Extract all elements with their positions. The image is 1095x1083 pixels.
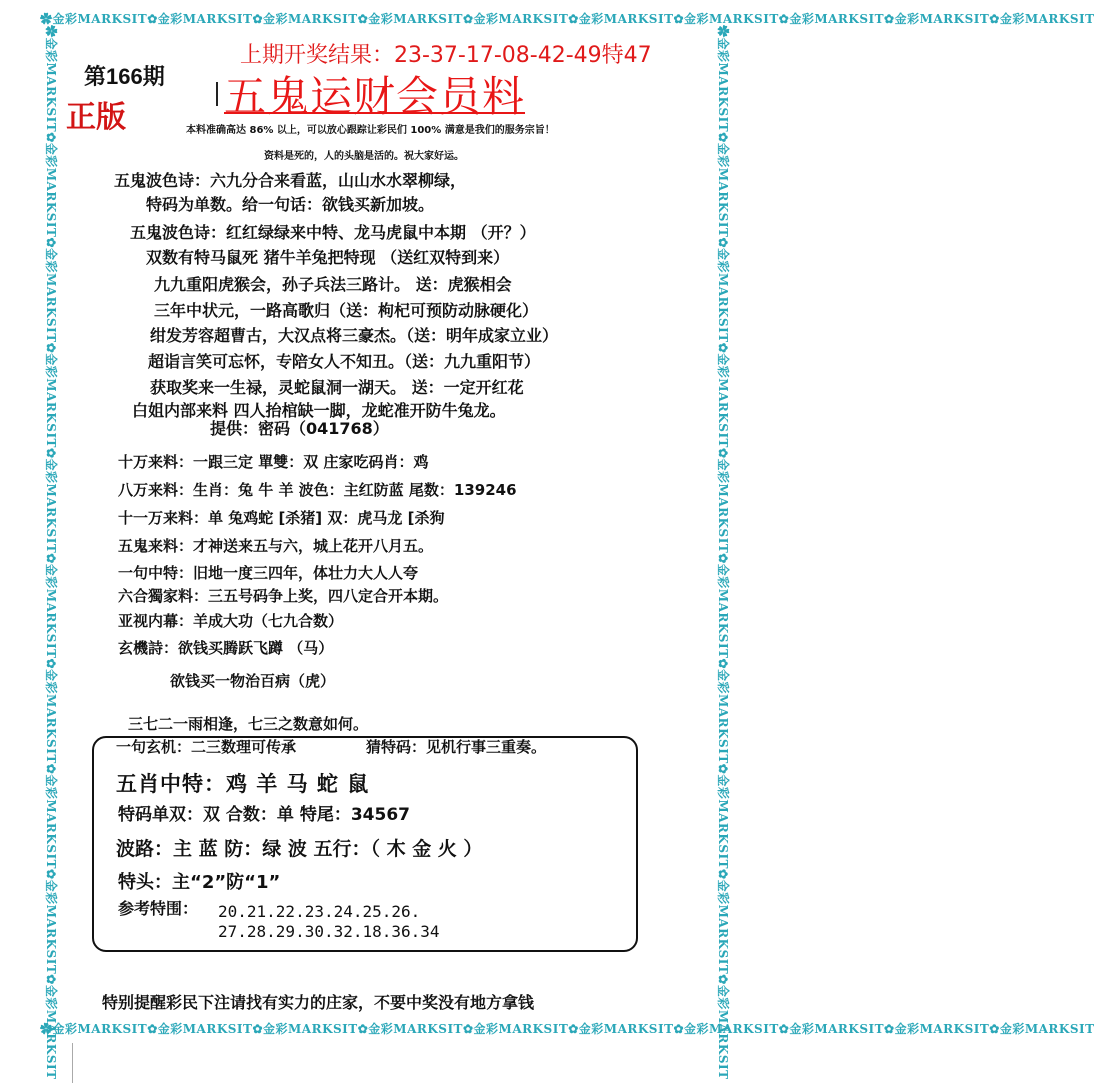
reference-label: 参考特围： bbox=[118, 899, 199, 918]
edition-label: 正版 bbox=[66, 100, 126, 135]
poem-line: 绀发芳容超曹古，大汉点将三豪杰。（送：明年成家立业） bbox=[150, 326, 559, 345]
tip-line: 八万来料：生肖：兔 牛 羊 波色：主红防蓝 尾数：139246 bbox=[118, 481, 517, 499]
watermark-right: ✿金彩MARKSIT✿金彩MARKSIT✿金彩MARKSIT✿金彩MARKSIT✿金彩MARKSIT✿金彩MARKSIT✿金彩MARKSIT✿金彩MARKSIT✿金彩MARKSIT✿金彩MARKSIT bbox=[716, 25, 730, 1080]
tip-line: 十一万来料：单 兔鸡蛇 [杀猪] 双：虎马龙 [杀狗 bbox=[118, 509, 445, 527]
title-bar bbox=[216, 82, 218, 106]
poem-line: 三年中状元，一路高歌归（送：枸杞可预防动脉硬化） bbox=[154, 301, 539, 320]
guess-line: 猜特码：见机行事三重奏。 bbox=[366, 738, 547, 756]
reference-row: 20.21.22.23.24.25.26. bbox=[218, 902, 421, 921]
tip-line: 欲钱买一物治百病（虎） bbox=[170, 672, 336, 690]
tip-line: 玄機詩：欲钱买腾跃飞蹲 （马） bbox=[118, 639, 334, 657]
issue-number: 第166期 bbox=[84, 64, 165, 89]
password-line: 提供：密码（041768） bbox=[210, 419, 389, 438]
tip-line: 一句中特：旧地一度三四年，体壮力大人人夸 bbox=[118, 564, 419, 582]
poem-line: 五鬼波色诗：六九分合来看蓝，山山水水翠柳绿， bbox=[114, 171, 467, 190]
poem-line: 五鬼波色诗：红红绿绿来中特、龙马虎鼠中本期 （开？） bbox=[130, 223, 536, 242]
poem-line: 获取奖来一生禄，灵蛇鼠洞一湖天。 送：一定开红花 bbox=[150, 378, 524, 397]
poem-line: 白姐内部来料 四人抬棺缺一脚，龙蛇准开防牛兔龙。 bbox=[132, 401, 506, 420]
accuracy-note: 本料准确高达 86% 以上，可以放心跟踪让彩民们 100% 满意是我们的服务宗旨！ bbox=[186, 125, 555, 136]
poem-line: 超诣言笑可忘怀，专陪女人不知丑。（送：九九重阳节） bbox=[148, 352, 541, 371]
five-zodiac: 五肖中特：鸡 羊 马 蛇 鼠 bbox=[116, 772, 370, 796]
page-edge bbox=[72, 1043, 73, 1083]
footer-warning: 特别提醒彩民下注请找有实力的庄家，不要中奖没有地方拿钱 bbox=[102, 993, 535, 1012]
luck-note: 资料是死的，人的头脑是活的。祝大家好运。 bbox=[264, 151, 464, 162]
poem-line: 双数有特马鼠死 猪牛羊兔把特现 （送红双特到来） bbox=[146, 248, 510, 267]
poem-line: 九九重阳虎猴会，孙子兵法三路计。 送：虎猴相会 bbox=[154, 275, 512, 294]
reference-row: 27.28.29.30.32.18.36.34 bbox=[218, 922, 440, 941]
mystery-line: 一句玄机：二三数理可传承 bbox=[116, 738, 297, 756]
poem-line: 特码为单数。给一句话：欲钱买新加坡。 bbox=[146, 195, 435, 214]
last-result: 上期开奖结果：23-37-17-08-42-49特47 bbox=[240, 43, 652, 68]
head-line: 特头：主“2”防“1” bbox=[118, 872, 281, 893]
tip-line: 亚视内幕：羊成大功（七九合数） bbox=[118, 612, 344, 630]
watermark-left: ✿金彩MARKSIT✿金彩MARKSIT✿金彩MARKSIT✿金彩MARKSIT✿金彩MARKSIT✿金彩MARKSIT✿金彩MARKSIT✿金彩MARKSIT✿金彩MARKSIT✿金彩MARKSIT bbox=[44, 25, 58, 1080]
tip-line: 六合獨家料：三五号码争上奖，四八定合开本期。 bbox=[118, 587, 449, 605]
tip-line: 三七二一雨相逢，七三之数意如何。 bbox=[128, 715, 369, 733]
watermark-bottom: ✿金彩MARKSIT✿金彩MARKSIT✿金彩MARKSIT✿金彩MARKSIT✿金彩MARKSIT✿金彩MARKSIT✿金彩MARKSIT✿金彩MARKSIT✿金彩MARKSIT✿金彩MARKSIT bbox=[40, 1022, 1095, 1036]
odd-even-line: 特码单双：双 合数：单 特尾：34567 bbox=[118, 805, 410, 825]
tip-line: 五鬼来料：才神送来五与六，城上花开八月五。 bbox=[118, 537, 434, 555]
wave-line: 波路：主 蓝 防：绿 波 五行：（ 木 金 火 ） bbox=[116, 838, 483, 860]
tip-line: 十万来料：一跟三定 單雙：双 庄家吃码肖：鸡 bbox=[118, 453, 429, 471]
watermark-top: ✿金彩MARKSIT✿金彩MARKSIT✿金彩MARKSIT✿金彩MARKSIT✿金彩MARKSIT✿金彩MARKSIT✿金彩MARKSIT✿金彩MARKSIT✿金彩MARKSIT✿金彩MARKSIT bbox=[40, 12, 1095, 26]
page-title: 五鬼运财会员料 bbox=[224, 72, 526, 121]
